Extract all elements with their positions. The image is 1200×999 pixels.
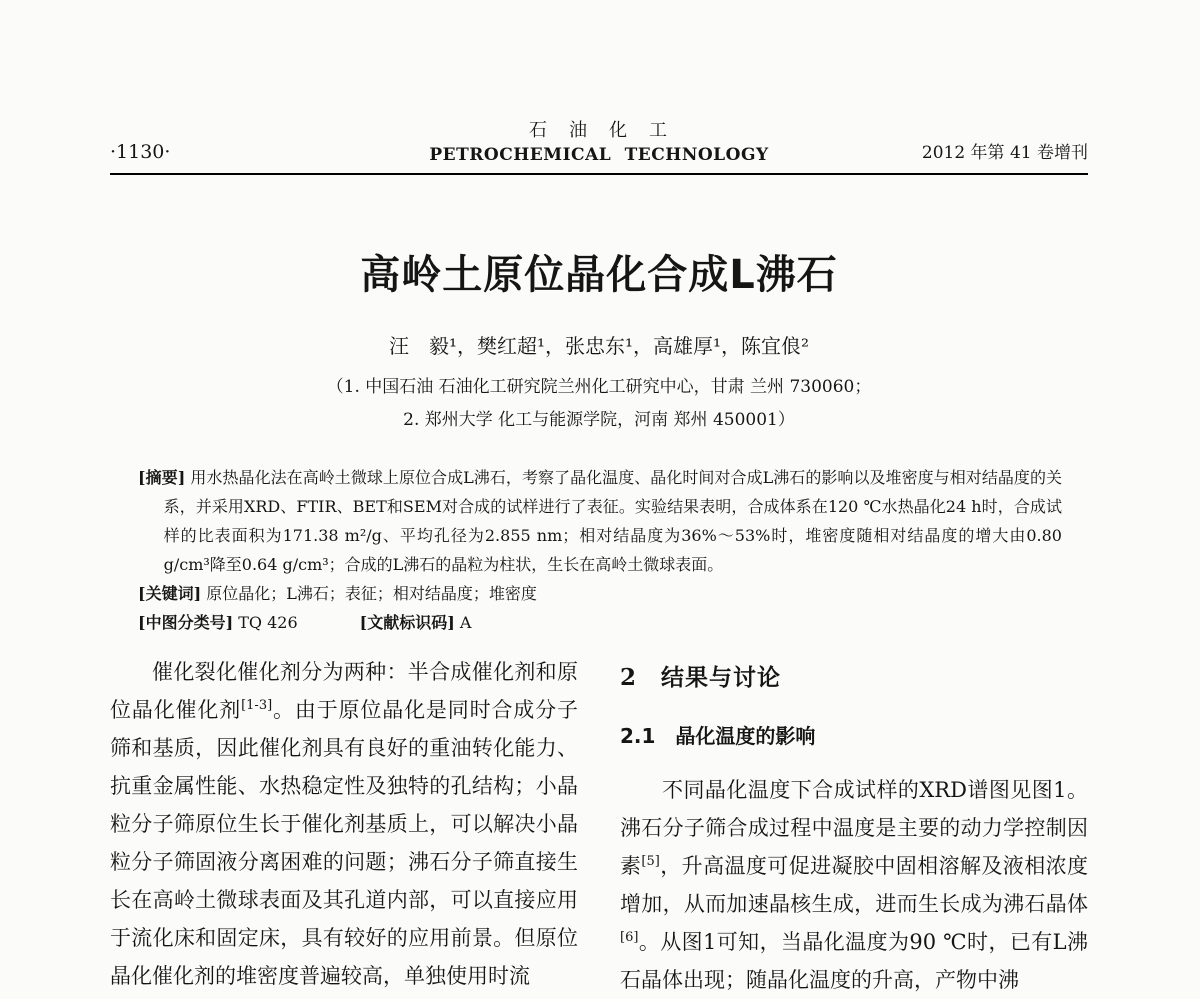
right-column	[620, 653, 1088, 999]
results-text-1: 不同晶化温度下合成试样的XRD谱图见图1。沸石分子筛合成过程中温度是主要的动力学控制因素	[620, 778, 1088, 879]
keywords-text: 原位晶化；L沸石；表征；相对结晶度；堆密度	[201, 584, 537, 604]
intro-text-start: 催化裂化催化剂分为两种：半合成催化剂和原位晶化催化剂	[110, 660, 578, 723]
clc-value: TQ 426	[233, 613, 298, 633]
reference-marker-1-3: [1-3]	[241, 698, 273, 714]
keywords-line	[138, 579, 1062, 608]
authors-line: 汪 毅¹，樊红超¹，张忠东¹，高雄厚¹，陈宜俍²	[388, 334, 810, 358]
journal-name-en: PETROCHEMICAL TECHNOLOGY	[429, 145, 769, 165]
abstract-paragraph	[138, 463, 1062, 579]
doc-code-label: [文献标识码]	[359, 613, 455, 633]
journal-header	[110, 116, 1088, 165]
classification-line	[138, 608, 1062, 637]
issue-info: 2012 年第 41 卷增刊	[921, 143, 1088, 163]
keywords-label: [关键词]	[138, 584, 202, 604]
reference-marker-6: [6]	[620, 930, 639, 946]
page-number: ·1130·	[110, 141, 171, 163]
abstract-text: 用水热晶化法在高岭土微球上原位合成L沸石，考察了晶化温度、晶化时间对合成L沸石的影响以及堆密度与相对结晶度的关系，并采用XRD、FTIR、BET和SEM对合成的试样进行了表征。实验结果表明，合成体系在120 ℃水热晶化24 h时，合成试样的比表面积为171.38 m²/g、平均孔径为2.855 nm；相对结晶度为36%～53%时，堆密度随相对结晶度的增大由0.80 g/cm³降至0.64 g/cm³；合成的L沸石的晶粒为柱状，生长在高岭土微球表面。	[163, 468, 1062, 575]
intro-text-end: 。由于原位晶化是同时合成分子筛和基质，因此催化剂具有良好的重油转化能力、抗重金属性能、水热稳定性及独特的孔结构；小晶粒分子筛原位生长于催化剂基质上，可以解决小晶粒分子筛固液分离困难的问题；沸石分子筛直接生长在高岭土微球表面及其孔道内部，可以直接应用于流化床和固定床，具有较好的应用前景。但原位晶化催化剂的堆密度普遍较高，单独使用时流	[110, 698, 579, 989]
doc-code-value: A	[454, 613, 472, 633]
intro-paragraph	[110, 653, 578, 995]
subsection-heading: 2.1 晶化温度的影响	[620, 724, 816, 749]
body-columns	[110, 653, 1088, 999]
results-paragraph	[620, 771, 1088, 999]
abstract-block	[138, 463, 1062, 637]
abstract-label: [摘要]	[138, 468, 186, 488]
journal-name-cn: 石 油 化 工	[529, 120, 669, 141]
affiliations-block	[110, 371, 1088, 437]
results-text-3: 。从图1可知，当晶化温度为90 ℃时，已有L沸石晶体出现；随晶化温度的升高，产物中沸	[620, 930, 1088, 993]
header-rule	[110, 173, 1088, 175]
clc-label: [中图分类号]	[138, 613, 234, 633]
journal-title-block	[300, 116, 898, 165]
article-title: 高岭土原位晶化合成L沸石	[360, 252, 838, 298]
left-column	[110, 653, 578, 999]
affiliation-line-1: （1. 中国石油 石油化工研究院兰州化工研究中心，甘肃 兰州 730060；	[326, 377, 872, 397]
results-text-2: ，升高温度可促进凝胶中固相溶解及液相浓度增加，从而加速晶核生成，进而生长成为沸石晶体	[620, 854, 1089, 917]
affiliation-line-2: 2. 郑州大学 化工与能源学院，河南 郑州 450001）	[403, 410, 795, 431]
reference-marker-5: [5]	[641, 854, 660, 870]
section-heading: 2 结果与讨论	[620, 664, 782, 692]
